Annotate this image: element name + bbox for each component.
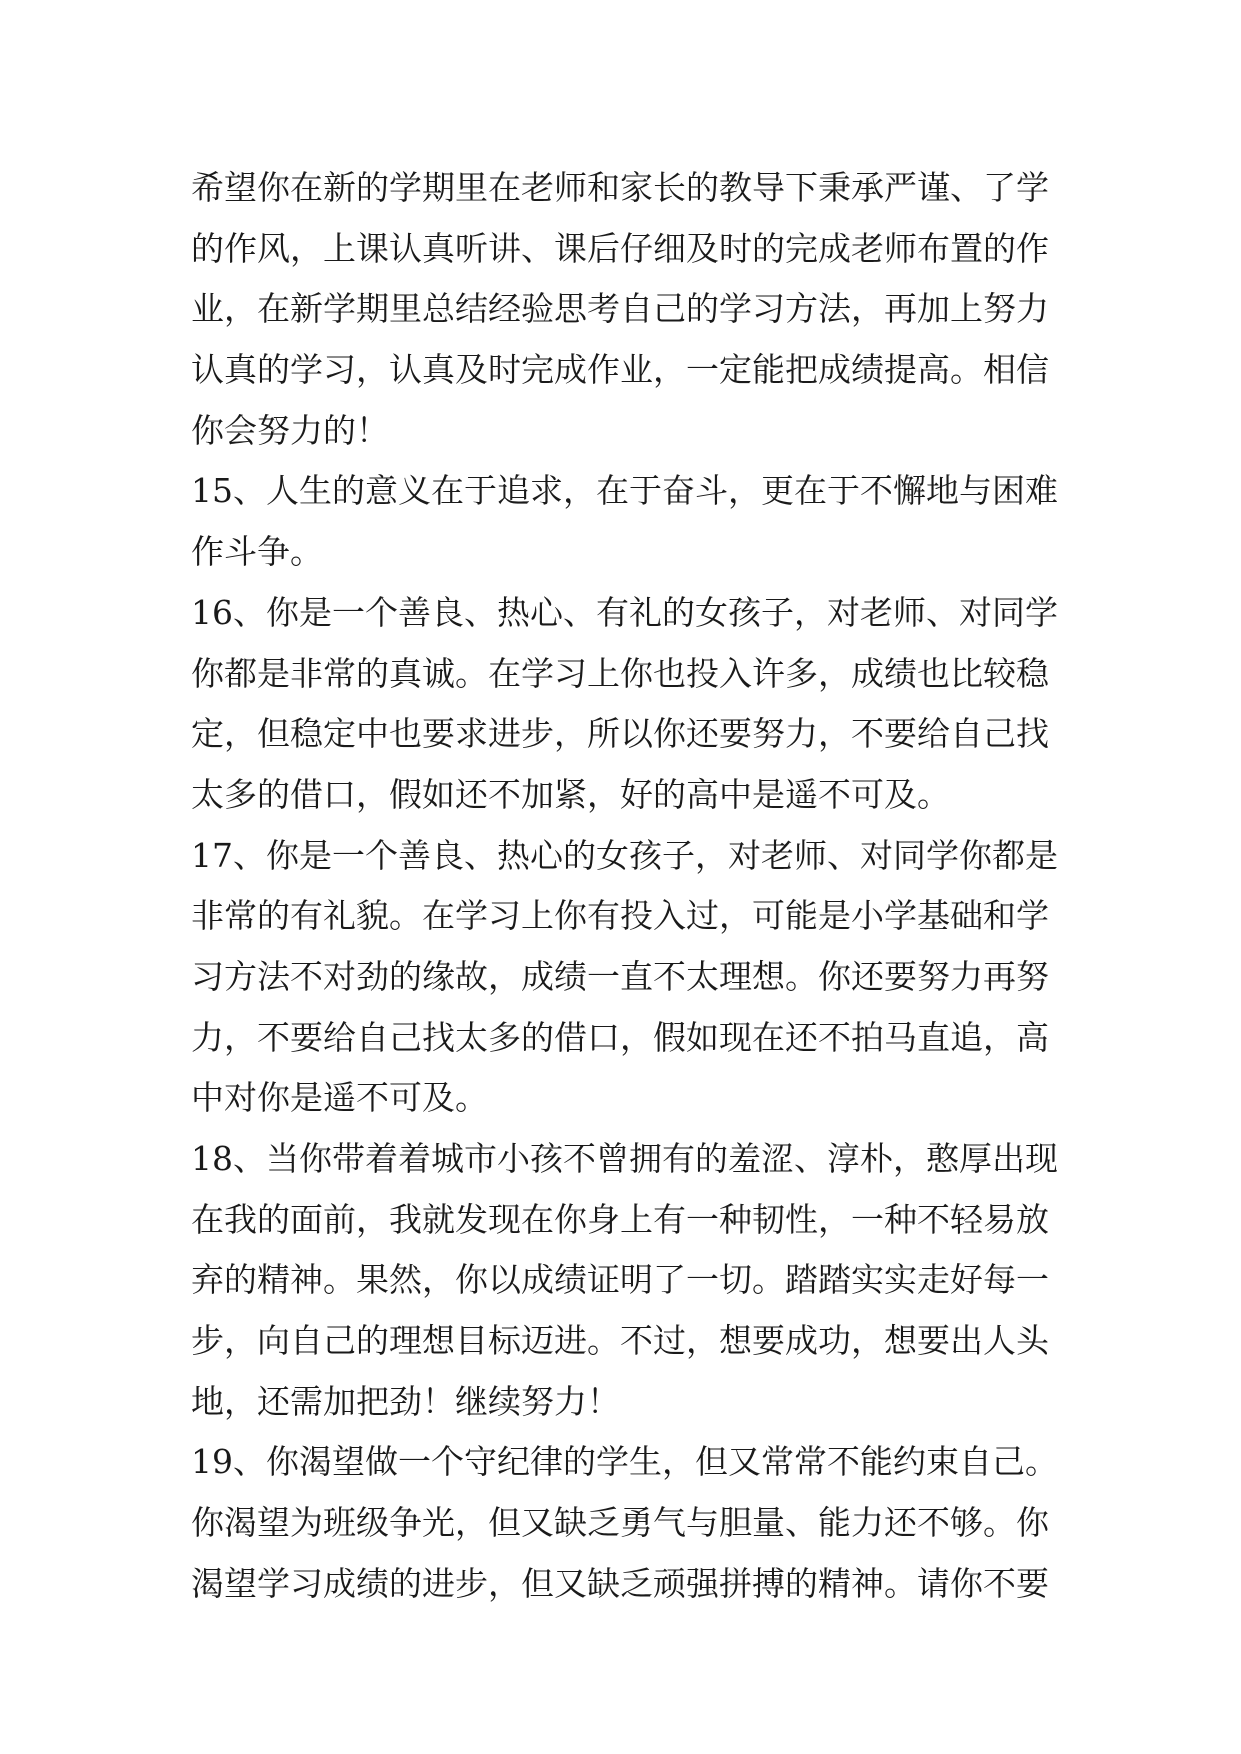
- text-line: 认真的学习，认真及时完成作业，一定能把成绩提高。相信: [191, 350, 1049, 390]
- text-line: 业，在新学期里总结经验思考自己的学习方法，再加上努力: [191, 289, 1049, 329]
- text-line: 18、当你带着着城市小孩不曾拥有的羞涩、淳朴，憨厚出现: [191, 1139, 1058, 1178]
- text-line: 你会努力的！: [191, 410, 389, 450]
- text-line: 15、人生的意义在于追求，在于奋斗，更在于不懈地与困难: [191, 471, 1058, 511]
- text-line: 中对你是遥不可及。: [191, 1078, 488, 1118]
- text-line: 力，不要给自己找太多的借口，假如现在还不拍马直追，高: [191, 1017, 1049, 1057]
- text-line: 17、你是一个善良、热心的女孩子，对老师、对同学你都是: [191, 835, 1058, 875]
- text-line: 弃的精神。果然，你以成绩证明了一切。踏踏实实走好每一: [191, 1260, 1049, 1300]
- text-line: 作斗争。: [191, 532, 323, 572]
- text-line: 渴望学习成绩的进步，但又缺乏顽强拼搏的精神。请你不要: [191, 1563, 1049, 1603]
- text-line: 希望你在新的学期里在老师和家长的教导下秉承严谨、了学: [191, 168, 1049, 207]
- text-line: 你都是非常的真诚。在学习上你也投入许多，成绩也比较稳: [191, 653, 1049, 693]
- text-line: 非常的有礼貌。在学习上你有投入过，可能是小学基础和学: [191, 896, 1049, 936]
- document-body: [191, 158, 1091, 1615]
- text-line: 在我的面前，我就发现在你身上有一种韧性，一种不轻易放: [191, 1199, 1049, 1239]
- text-line: 19、你渴望做一个守纪律的学生，但又常常不能约束自己。: [191, 1442, 1058, 1482]
- text-line: 的作风，上课认真听讲、课后仔细及时的完成老师布置的作: [191, 228, 1049, 268]
- text-line: 地，还需加把劲！继续努力！: [191, 1381, 620, 1421]
- text-line: 习方法不对劲的缘故，成绩一直不太理想。你还要努力再努: [191, 956, 1049, 996]
- text-line: 16、你是一个善良、热心、有礼的女孩子，对老师、对同学: [191, 592, 1058, 632]
- text-line: 步，向自己的理想目标迈进。不过，想要成功，想要出人头: [191, 1321, 1049, 1361]
- text-line: 你渴望为班级争光，但又缺乏勇气与胆量、能力还不够。你: [191, 1503, 1049, 1543]
- text-line: 定，但稳定中也要求进步，所以你还要努力，不要给自己找: [191, 714, 1049, 754]
- text-line: 太多的借口，假如还不加紧，好的高中是遥不可及。: [191, 774, 950, 814]
